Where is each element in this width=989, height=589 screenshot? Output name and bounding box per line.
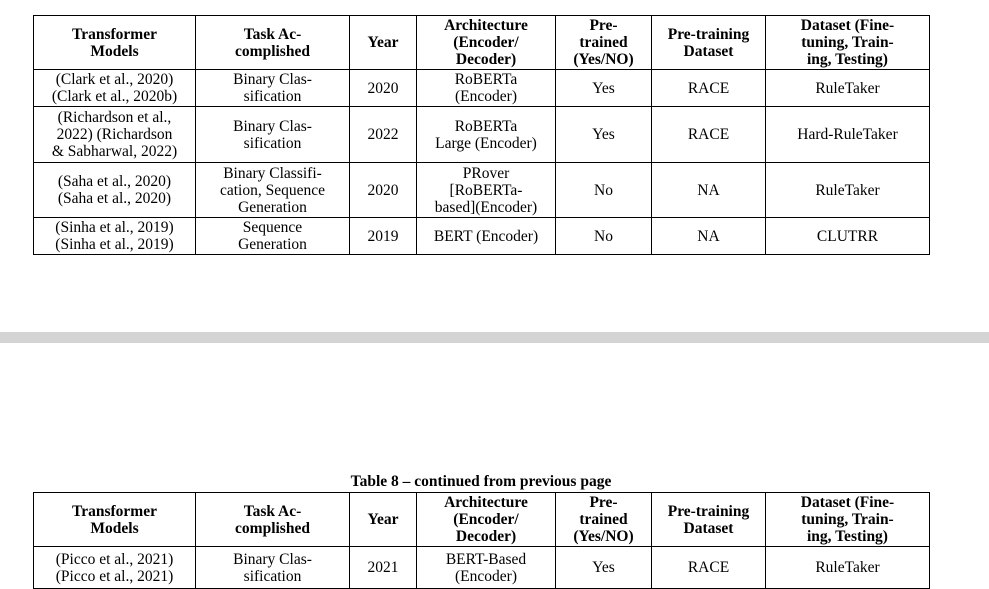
table-row xyxy=(34,70,930,107)
cell-dataset: RuleTaker xyxy=(766,547,930,589)
header-year: Year xyxy=(350,16,417,70)
top-table xyxy=(33,15,930,255)
header-pretrained: Pre- trained (Yes/NO) xyxy=(556,493,652,547)
table-caption: Table 8 – continued from previous page xyxy=(350,473,612,490)
cell-dataset: CLUTRR xyxy=(766,218,930,255)
cell-pretrained: Yes xyxy=(556,107,652,163)
cell-year: 2019 xyxy=(350,218,417,255)
header-pretraining-dataset: Pre-training Dataset xyxy=(652,493,766,547)
cell-task: Binary Classifi- cation, Sequence Generation xyxy=(196,163,350,218)
cell-model: (Picco et al., 2021) (Picco et al., 2021) xyxy=(34,547,196,589)
bottom-table xyxy=(33,492,930,589)
header-task: Task Ac- complished xyxy=(196,493,350,547)
cell-model: (Richardson et al., 2022) (Richardson & Sabharwal, 2022) xyxy=(34,107,196,163)
cell-architecture: BERT-Based (Encoder) xyxy=(417,547,556,589)
header-row xyxy=(34,493,930,547)
cell-pretrained: No xyxy=(556,163,652,218)
cell-architecture: BERT (Encoder) xyxy=(417,218,556,255)
cell-year: 2020 xyxy=(350,70,417,107)
cell-task: Binary Clas- sification xyxy=(196,547,350,589)
table-row xyxy=(34,163,930,218)
header-models: Transformer Models xyxy=(34,493,196,547)
header-architecture: Architecture (Encoder/ Decoder) xyxy=(417,493,556,547)
cell-year: 2021 xyxy=(350,547,417,589)
cell-year: 2020 xyxy=(350,163,417,218)
header-task: Task Ac- complished xyxy=(196,16,350,70)
table-row xyxy=(34,218,930,255)
cell-task: Binary Clas- sification xyxy=(196,70,350,107)
cell-year: 2022 xyxy=(350,107,417,163)
cell-architecture: RoBERTa Large (Encoder) xyxy=(417,107,556,163)
cell-pretraining-dataset: NA xyxy=(652,218,766,255)
cell-dataset: RuleTaker xyxy=(766,70,930,107)
cell-architecture: RoBERTa (Encoder) xyxy=(417,70,556,107)
header-architecture: Architecture (Encoder/ Decoder) xyxy=(417,16,556,70)
cell-pretraining-dataset: RACE xyxy=(652,107,766,163)
cell-dataset: Hard-RuleTaker xyxy=(766,107,930,163)
cell-pretrained: No xyxy=(556,218,652,255)
cell-model: (Clark et al., 2020) (Clark et al., 2020b) xyxy=(34,70,196,107)
page-separator xyxy=(0,332,989,343)
cell-pretrained: Yes xyxy=(556,70,652,107)
cell-pretraining-dataset: NA xyxy=(652,163,766,218)
cell-pretraining-dataset: RACE xyxy=(652,70,766,107)
table-row xyxy=(34,547,930,589)
cell-model: (Saha et al., 2020) (Saha et al., 2020) xyxy=(34,163,196,218)
cell-task: Binary Clas- sification xyxy=(196,107,350,163)
cell-architecture: PRover [RoBERTa- based](Encoder) xyxy=(417,163,556,218)
header-year: Year xyxy=(350,493,417,547)
cell-model: (Sinha et al., 2019) (Sinha et al., 2019) xyxy=(34,218,196,255)
header-dataset: Dataset (Fine- tuning, Train- ing, Testing) xyxy=(766,16,930,70)
cell-pretraining-dataset: RACE xyxy=(652,547,766,589)
cell-task: Sequence Generation xyxy=(196,218,350,255)
header-pretrained: Pre- trained (Yes/NO) xyxy=(556,16,652,70)
cell-dataset: RuleTaker xyxy=(766,163,930,218)
header-row xyxy=(34,16,930,70)
table-row xyxy=(34,107,930,163)
header-pretraining-dataset: Pre-training Dataset xyxy=(652,16,766,70)
header-models: Transformer Models xyxy=(34,16,196,70)
header-dataset: Dataset (Fine- tuning, Train- ing, Testing) xyxy=(766,493,930,547)
cell-pretrained: Yes xyxy=(556,547,652,589)
